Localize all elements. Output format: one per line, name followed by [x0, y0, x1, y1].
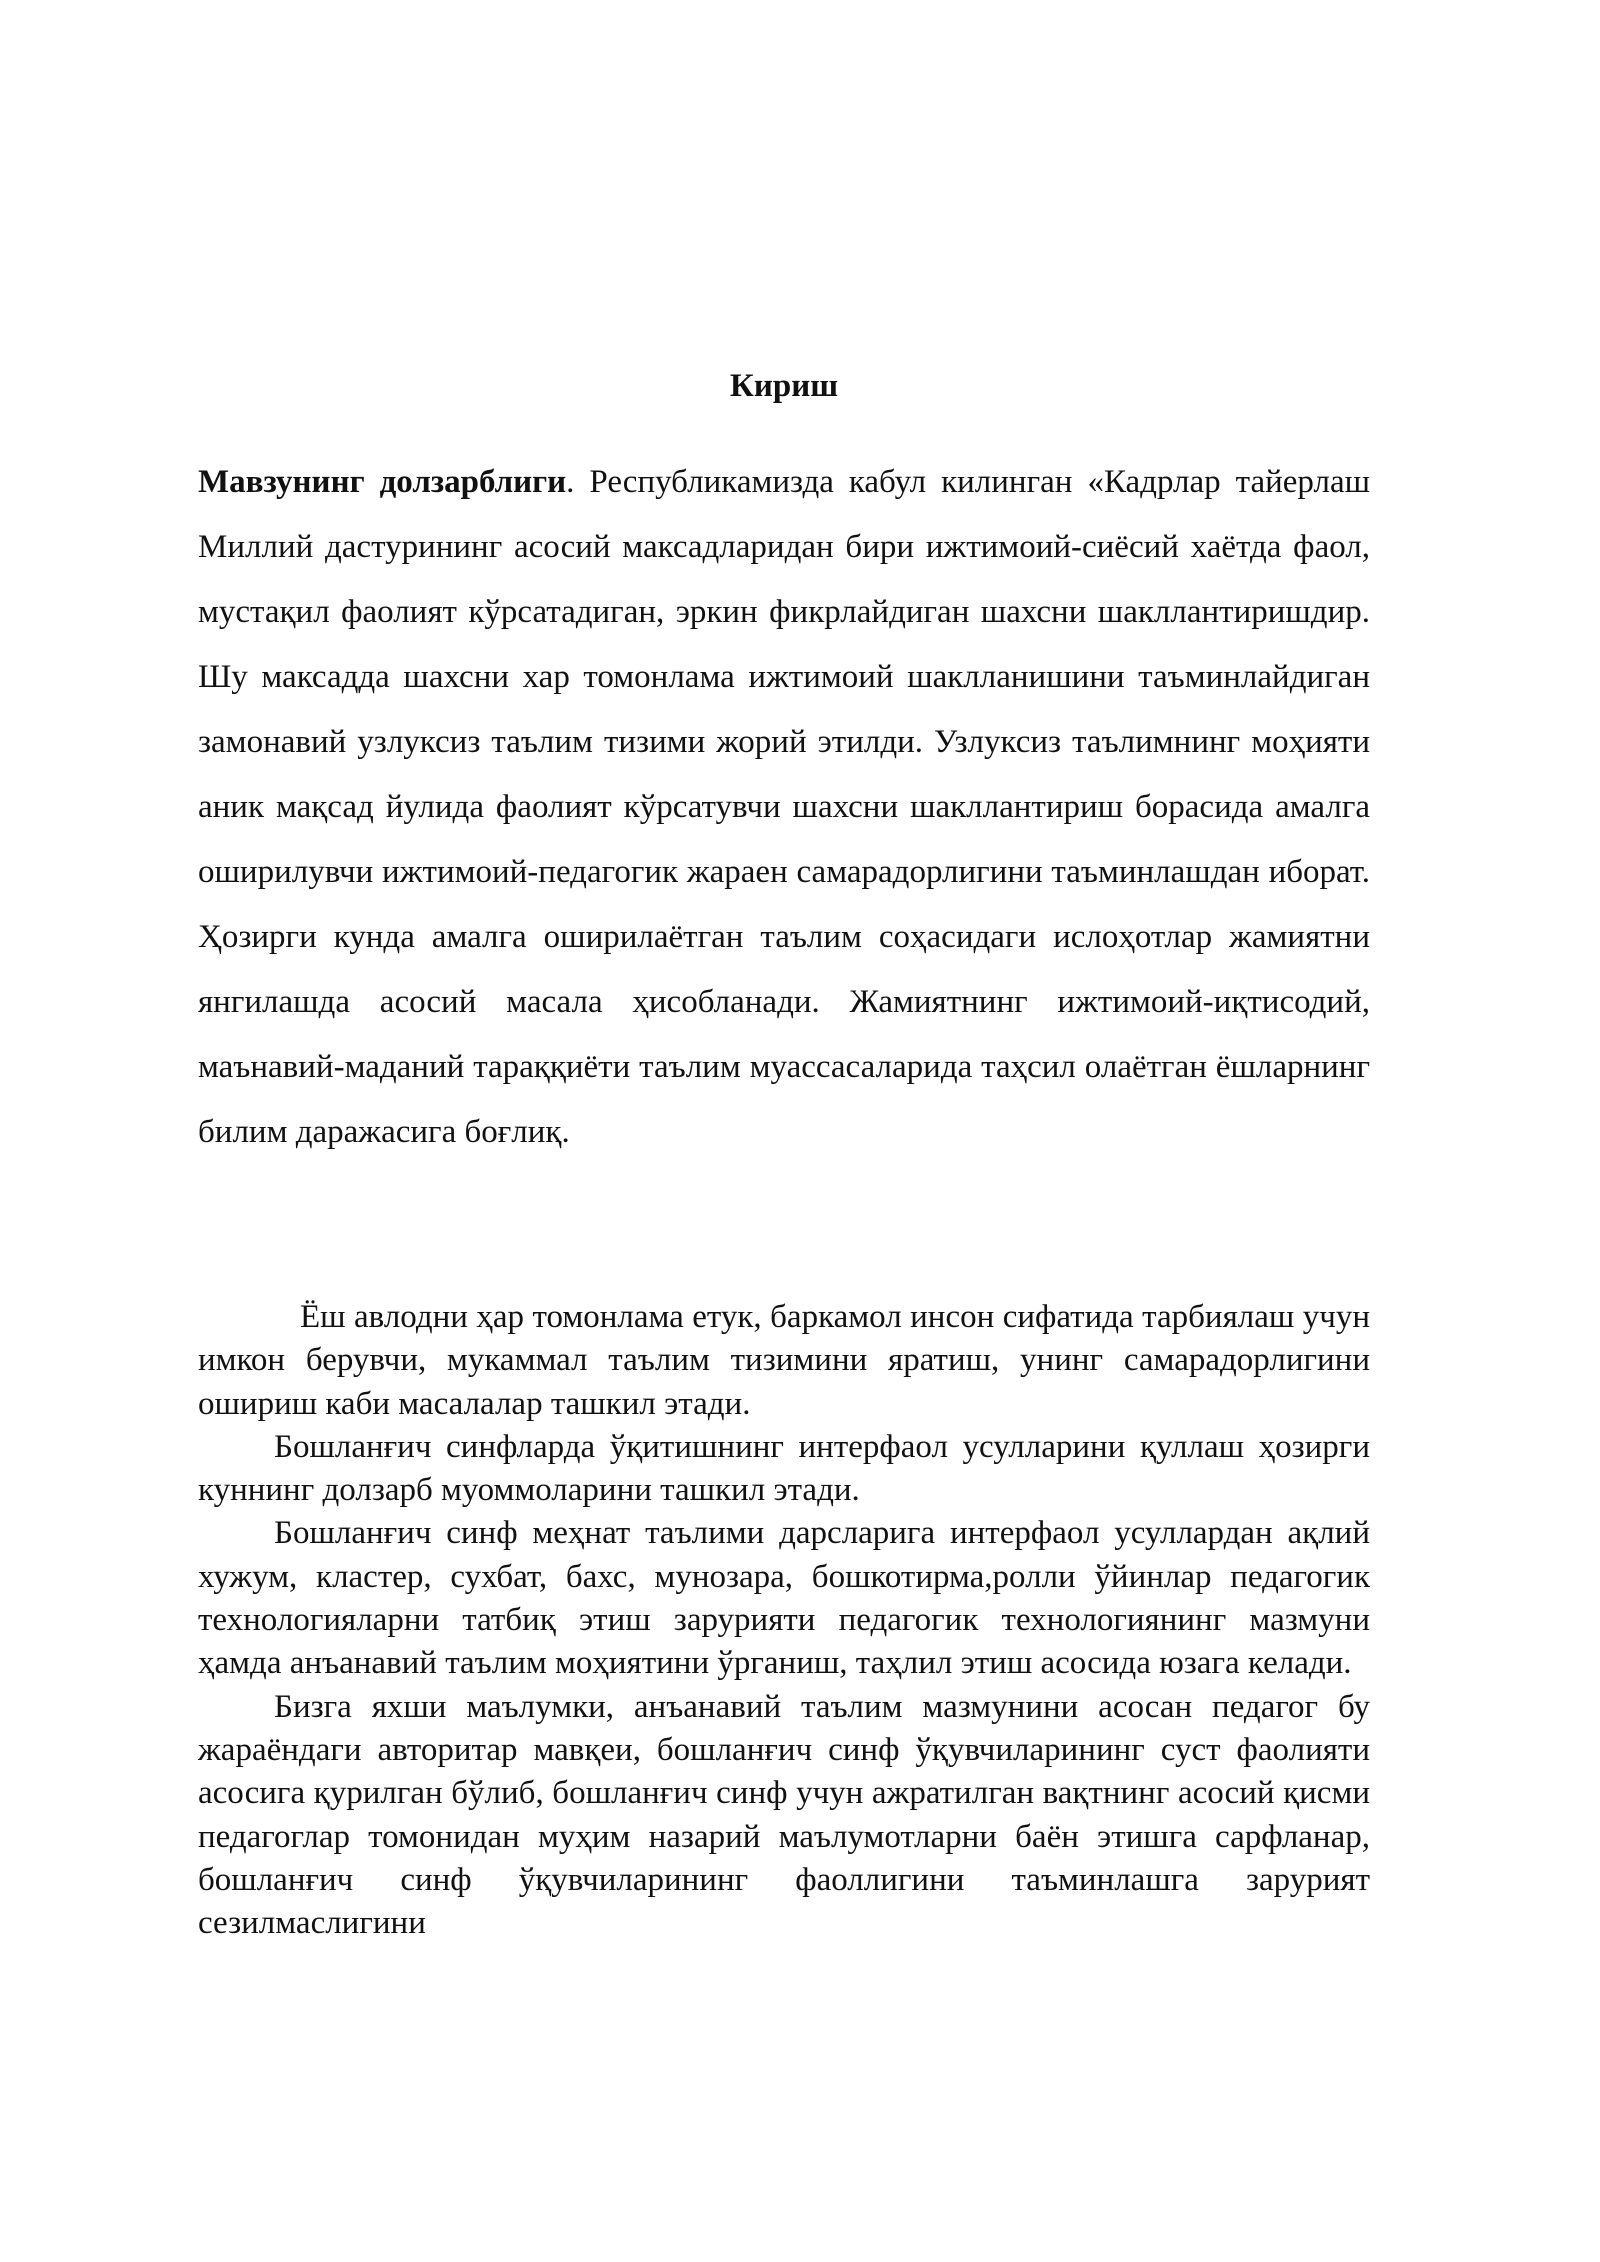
intro-text: . Республикамизда кабул килинган «Кадрлар тайерлаш Миллий дастурининг асосий максадларидан бири ижтимоий-сиёсий хаётда фаол, мустақил фаолият кўрсатадиган, эркин фикрлайдиган шахсни шакллантиришдир. Шу максадда шахсни хар томонлама ижтимоий шаклланишини таъминлайдиган замонавий узлуксиз таълим тизими жорий этилди. Узлуксиз таълимнинг моҳияти аник мақсад йулида фаолият кўрсатувчи шахсни шакллантириш борасида амалга оширилувчи ижтимоий-педагогик жараен самарадорлигини таъминлашдан иборат. Ҳозирги кунда амалга оширилаётган таълим соҳасидаги ислоҳотлар жамиятни янгилашда асосий масала ҳисобланади. Жамиятнинг ижтимоий-иқтисодий, маънавий-маданий тараққиёти таълим муассасаларида таҳсил олаётган ёшларнинг билим даражасига боғлиқ. [198, 464, 1371, 1150]
paragraph-1: Ёш авлодни ҳар томонлама етук, баркамол инсон сифатида тарбиялаш учун имкон берувчи, мукаммал таълим тизимини яратиш, унинг самарадорлигини ошириш каби масалалар ташкил этади. [198, 1299, 1370, 1422]
paragraph-2: Бошланғич синфларда ўқитишнинг интерфаол усулларини қуллаш ҳозирги куннинг долзарб муоммоларини ташкил этади. [198, 1428, 1370, 1509]
intro-lead: Мавзунинг долзарблиги [198, 464, 567, 500]
document-title: Кириш [729, 368, 839, 404]
paragraph-3: Бошланғич синф меҳнат таълими дарсларига интерфаол усуллардан ақлий хужум, кластер, сухбат, бахс, мунозара, бошкотирма,ролли ўйинлар педагогик технологияларни татбиқ этиш зарурияти педагогик технологиянинг мазмуни ҳамда анъанавий таълим моҳиятини ўрганиш, таҳлил этиш асосида юзага келади. [198, 1515, 1370, 1682]
paragraph-4: Бизга яхши маълумки, анъанавий таълим мазмунини асосан педагог бу жараёндаги авторитар мавқеи, бошланғич синф ўқувчиларининг суст фаолияти асосига қурилган бўлиб, бошланғич синф учун ажратилган вақтнинг асосий қисми педагоглар томонидан муҳим назарий маълумотларни баён этишга сарфланар, бошланғич синф ўқувчиларининг фаоллигини таъминлашга зарурият сезилмаслигини [198, 1688, 1370, 1942]
body-paragraphs [198, 1296, 1370, 1945]
intro-paragraph [198, 450, 1370, 1165]
